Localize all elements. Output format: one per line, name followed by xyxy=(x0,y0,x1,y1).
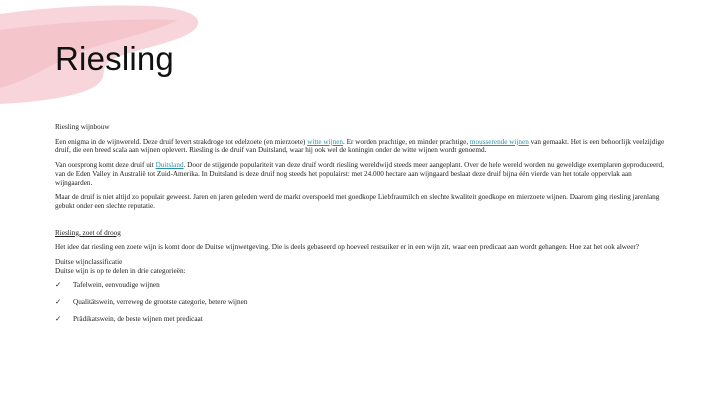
paragraph-enigma xyxy=(55,138,670,155)
paragraph-oorsprong xyxy=(55,161,670,187)
paragraph-reputatie: Maar de druif is niet altijd zo populair geweest. Jaren en jaren geleden werd de markt overspoeld met goedkope Liebfraumilch en slechte kwaliteit goedkope en mierzoete wijnen. Daarom ging riesling jarenlang gebukt onder een slechte reputatie. xyxy=(55,193,660,210)
list-item-text: Tafelwein, eenvoudige wijnen xyxy=(73,281,160,290)
paragraph-text: . Door de stijgende populariteit van deze druif wordt riesling wereldwijd steeds meer aangeplant. Over de hele wereld worden nu geweldige exemplaren geproduceerd, van de Eden Valley in Australië tot Zuid-Amerika. In Duitsland is deze druif nog steeds het populairst: met 24.000 hectare aan wijngaard beslaat deze druif bijna één vierde van het totale oppervlak aan wijngaarden. xyxy=(55,161,664,187)
classificatie-intro: Duitse wijn is op te delen in drie categorieën: xyxy=(55,266,186,275)
paragraph-text: . Er worden prachtige, en minder prachtige, xyxy=(342,137,470,146)
paragraph-wijnwetgeving: Het idee dat riesling een zoete wijn is komt door de Duitse wijnwetgeving. Die is deels gebaseerd op hoeveel restsuiker er in een wijn zit, waar een predicaat aan wordt gehangen. Hoe zat het ook alweer? xyxy=(55,243,639,252)
slide-body xyxy=(55,123,670,332)
list-item xyxy=(55,315,670,324)
link-mousserende-wijnen[interactable]: mousserende wijnen xyxy=(469,137,529,146)
paragraph-classificatie xyxy=(55,258,670,275)
list-item xyxy=(55,298,670,307)
paragraph-text: Van oorsprong komt deze druif uit xyxy=(55,161,156,170)
classificatie-title: Duitse wijnclassificatie xyxy=(55,258,123,267)
list-item-text: Prädikatswein, de beste wijnen met predicaat xyxy=(73,314,203,323)
category-list xyxy=(55,281,670,323)
paragraph-text: Een enigma in de wijnwereld. Deze druif levert strakdroge tot edelzoete (en mierzoete) xyxy=(55,137,308,146)
paragraph-text: van gemaakt. Het is een behoorlijk veelzijdige druif, die een breed scala aan wijnen oplevert. Riesling is de druif van Duitsland, waar hij ook wel de koningin onder de witte wijnen wordt genoemd. xyxy=(55,137,665,155)
spacer xyxy=(55,217,670,229)
checkmark-icon: ✓ xyxy=(55,280,62,290)
section-heading-zoet-of-droog: Riesling, zoet of droog xyxy=(55,228,121,237)
checkmark-icon: ✓ xyxy=(55,313,62,323)
list-item xyxy=(55,281,670,290)
link-duitsland[interactable]: Duitsland xyxy=(155,161,184,170)
list-item-text: Qualitätswein, verreweg de grootste categorie, betere wijnen xyxy=(73,298,248,307)
link-witte-wijnen[interactable]: witte wijnen xyxy=(307,137,343,146)
checkmark-icon: ✓ xyxy=(55,297,62,307)
section-heading-wijnbouw: Riesling wijnbouw xyxy=(55,123,110,131)
slide-title: Riesling xyxy=(55,40,174,77)
